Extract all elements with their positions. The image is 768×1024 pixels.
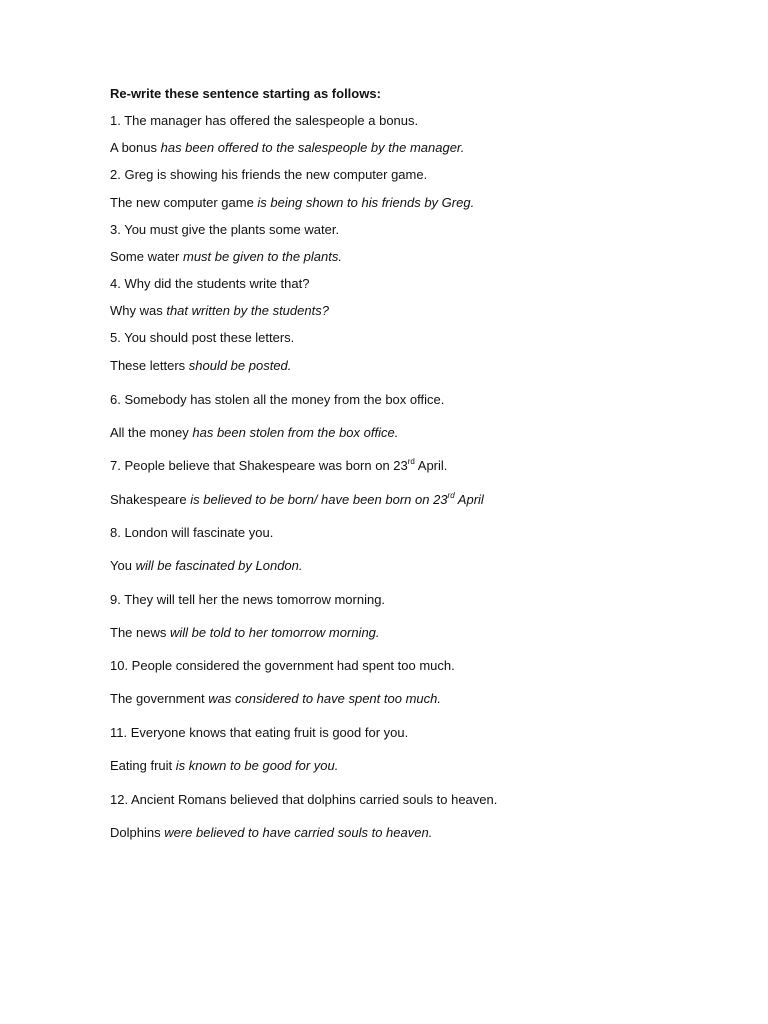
question-7-text: 7. People believe that Shakespeare was born on 23 — [110, 458, 408, 473]
answer-5 — [110, 358, 291, 374]
question-1: 1. The manager has offered the salespeople a bonus. — [110, 113, 419, 128]
answer-6-italic: has been stolen from the box office. — [192, 425, 399, 440]
answer-8-start: You — [110, 558, 136, 573]
answer-8-italic: will be fascinated by London. — [135, 558, 303, 573]
answer-12-start: Dolphins — [110, 825, 165, 840]
answer-9 — [110, 625, 380, 641]
answer-6-start: All the money — [110, 425, 193, 440]
question-3: 3. You must give the plants some water. — [110, 222, 340, 237]
answer-10-italic: was considered to have spent too much. — [208, 691, 441, 706]
question-6: 6. Somebody has stolen all the money from the box office. — [110, 392, 445, 407]
worksheet-heading: Re-write these sentence starting as follows: — [110, 86, 381, 101]
question-12: 12. Ancient Romans believed that dolphins carried souls to heaven. — [110, 792, 498, 807]
answer-4-italic: that written by the students? — [166, 303, 329, 318]
answer-2 — [110, 195, 474, 211]
answer-3-italic: must be given to the plants. — [182, 249, 342, 264]
answer-12 — [110, 825, 432, 841]
question-7 — [110, 458, 447, 474]
question-2: 2. Greg is showing his friends the new computer game. — [110, 167, 428, 182]
answer-4-start: Why was — [110, 303, 167, 318]
question-5: 5. You should post these letters. — [110, 330, 295, 345]
question-7-ordinal: rd — [407, 456, 415, 466]
answer-4 — [110, 303, 329, 319]
answer-7-end: April — [454, 492, 484, 507]
question-11: 11. Everyone knows that eating fruit is good for you. — [110, 725, 409, 740]
answer-1-italic: has been offered to the salespeople by the manager. — [160, 140, 465, 155]
question-8: 8. London will fascinate you. — [110, 525, 274, 540]
question-10: 10. People considered the government had spent too much. — [110, 658, 455, 673]
answer-5-italic: should be posted. — [188, 358, 292, 373]
answer-7-italic: is believed to be born/ have been born on 23 — [190, 492, 448, 507]
answer-1 — [110, 140, 464, 156]
answer-9-start: The news — [110, 625, 170, 640]
answer-9-italic: will be told to her tomorrow morning. — [169, 625, 380, 640]
question-4: 4. Why did the students write that? — [110, 276, 310, 291]
answer-11-italic: is known to be good for you. — [175, 758, 339, 773]
question-9: 9. They will tell her the news tomorrow morning. — [110, 592, 386, 607]
answer-2-start: The new computer game — [110, 195, 258, 210]
answer-2-italic: is being shown to his friends by Greg. — [257, 195, 475, 210]
answer-11 — [110, 758, 338, 774]
answer-3 — [110, 249, 342, 265]
answer-10 — [110, 691, 441, 707]
answer-7-ordinal: rd — [447, 490, 455, 500]
question-7-end: April. — [414, 458, 448, 473]
answer-12-italic: were believed to have carried souls to heaven. — [164, 825, 433, 840]
answer-10-start: The government — [110, 691, 209, 706]
answer-1-start: A bonus — [110, 140, 161, 155]
answer-8 — [110, 558, 303, 574]
answer-6 — [110, 425, 398, 441]
answer-3-start: Some water — [110, 249, 183, 264]
answer-7 — [110, 492, 484, 508]
answer-7-start: Shakespeare — [110, 492, 191, 507]
answer-11-start: Eating fruit — [110, 758, 176, 773]
answer-5-start: These letters — [110, 358, 189, 373]
